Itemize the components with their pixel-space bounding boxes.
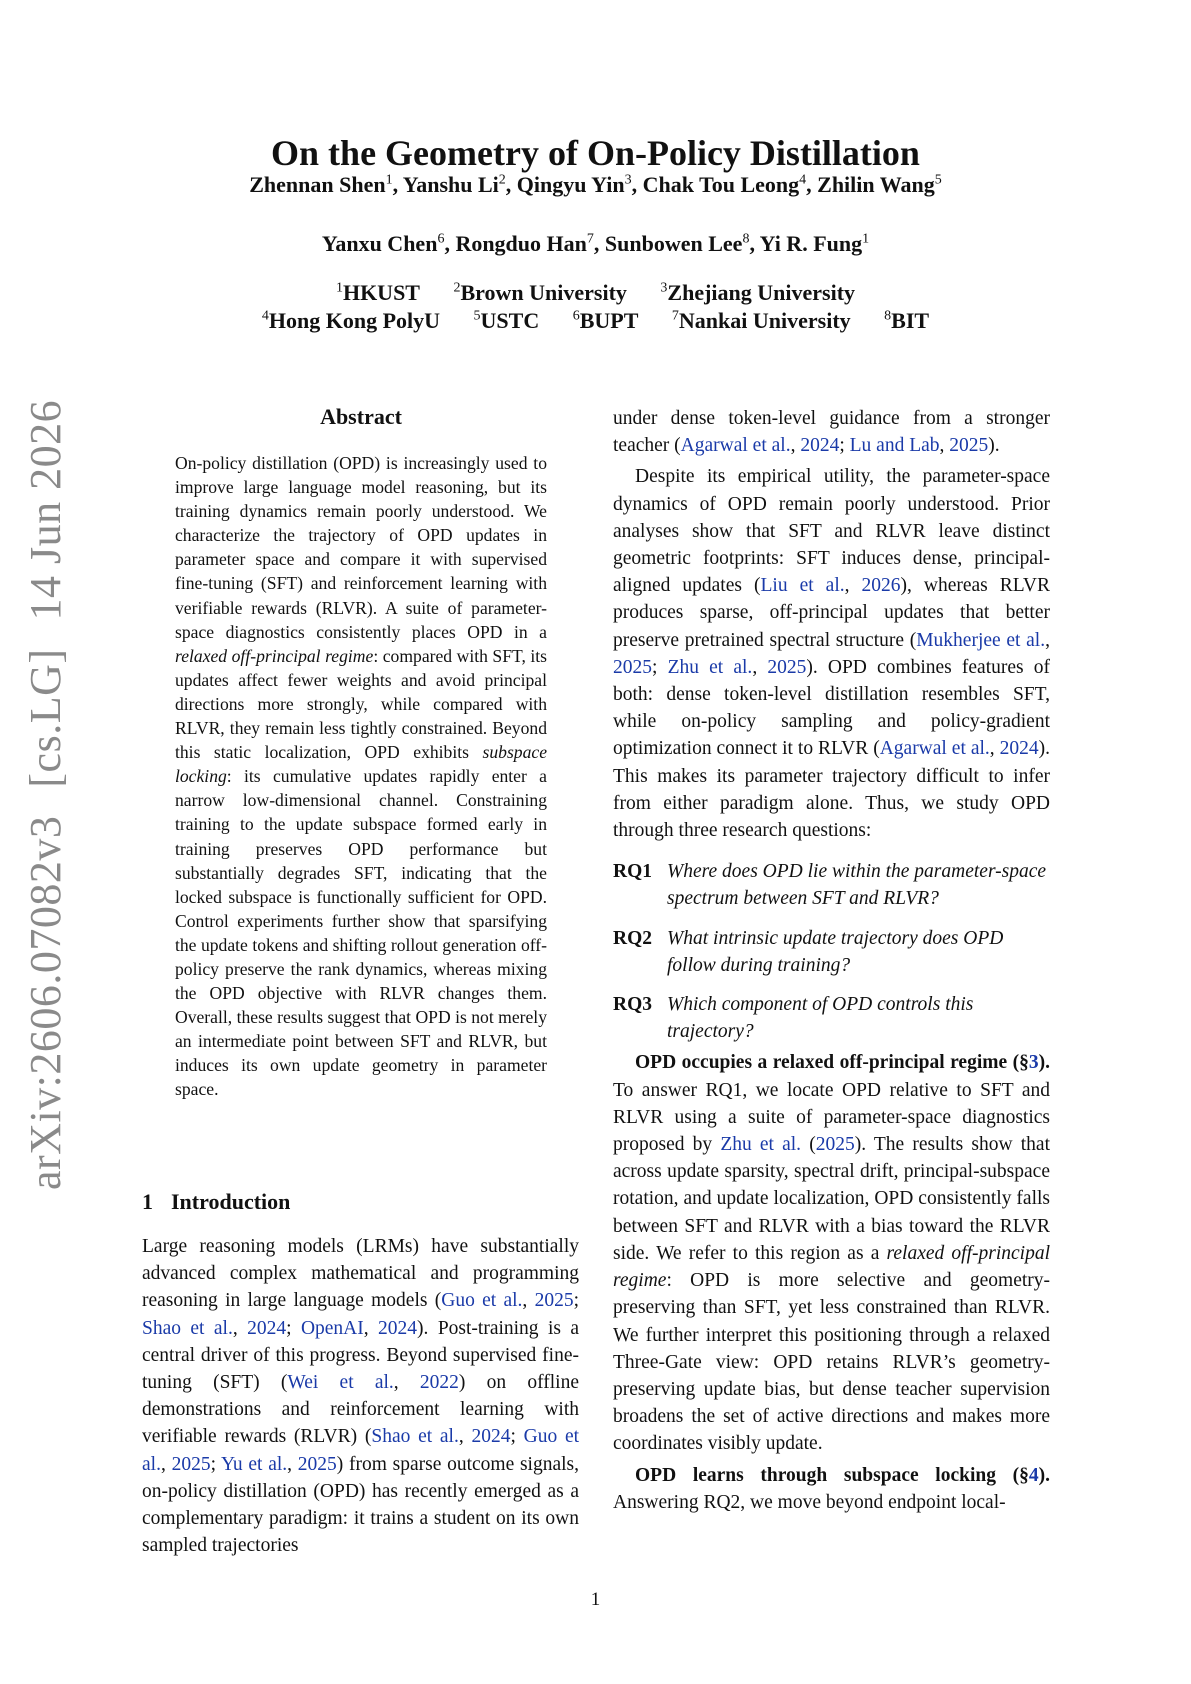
citation-link[interactable]: 2025: [949, 435, 989, 457]
rq-text: Where does OPD lie within the parameter-space spectrum between SFT and RLVR?: [667, 861, 1047, 910]
page-number: 1: [590, 1589, 601, 1610]
citation-link[interactable]: 2024: [378, 1317, 418, 1339]
section-heading-introduction: [142, 1189, 290, 1215]
author: Zhennan Shen$^1$: [249, 172, 393, 197]
affiliation: $^5$USTC: [473, 308, 540, 333]
citation-link[interactable]: Shao et al.: [142, 1317, 233, 1339]
citation-link[interactable]: 2025: [171, 1453, 211, 1475]
paragraph: OPD learns through subspace locking (§4). Answering RQ2, we move beyond endpoint local-: [613, 1464, 1050, 1513]
affiliation: $^7$Nankai University: [671, 308, 851, 333]
citation-link[interactable]: 2025: [297, 1453, 337, 1475]
research-question: [613, 858, 1050, 912]
author: Zhilin Wang$^5$: [817, 172, 942, 197]
author: Rongduo Han$^7$: [455, 231, 594, 256]
author: Chak Tou Leong$^4$: [642, 172, 807, 197]
citation-link[interactable]: 2026: [861, 575, 901, 597]
citation-link[interactable]: 2025: [534, 1290, 574, 1312]
citation-link[interactable]: Agarwal et al.: [879, 738, 990, 760]
arxiv-date: 14 Jun 2026: [21, 399, 70, 621]
citation-link[interactable]: Shao et al.: [371, 1426, 459, 1448]
affiliation: $^6$BUPT: [572, 308, 639, 333]
citation-link[interactable]: Wei et al.: [287, 1372, 394, 1394]
rq-label: RQ2: [613, 927, 652, 949]
emphasis: relaxed off-principal regime: [613, 1242, 1051, 1292]
author: Yanshu Li$^2$: [402, 172, 506, 197]
citation-link[interactable]: Agarwal et al.: [680, 435, 791, 457]
arxiv-stamp: [0, 0, 70, 1190]
rq-text: Which component of OPD controls this trajectory?: [667, 994, 974, 1043]
rq-label: RQ1: [613, 861, 652, 883]
section-number: 1: [142, 1189, 153, 1214]
abstract-body: On-policy distillation (OPD) is increasingly used to improve large language model reasoning, but its training dynamics remain poorly understood. We characterize the trajectory of OPD updates in parameter space and compare it with supervised fine-tuning (SFT) and reinforcement learning with verifiable rewards (RLVR). A suite of parameter-space diagnostics consistently places OPD in a relaxed off-principal regime: compared with SFT, its updates affect fewer weights and avoid principal directions more strongly, while compared with RLVR, they remain less tightly constrained. Beyond this static localization, OPD exhibits subspace locking: its cumulative updates rapidly enter a narrow low-dimensional channel. Constraining training to the update subspace formed early in training preserves OPD performance but substantially degrades SFT, indicating that the locked subspace is functionally sufficient for OPD. Control experiments further show that sparsifying the update tokens and shifting rollout generation off-policy preserve the rank dynamics, whereas mixing the OPD objective with RLVR changes them. Overall, these results suggest that OPD is not merely an intermediate point between SFT and RLVR, but induces its own update geometry in parameter space.: [175, 453, 547, 1100]
citation-link[interactable]: 2025: [815, 1134, 855, 1156]
paragraph: OPD occupies a relaxed off-principal regime (§3). To answer RQ1, we locate OPD relative to SFT and RLVR using a suite of parameter-space diagnostics proposed by Zhu et al. (2025). The results show that across update sparsity, spectral drift, principal-subspace rotation, and update localization, OPD consistently falls between SFT and RLVR with a bias toward the RLVR side. We refer to this region as a relaxed off-principal regime: OPD is more selective and geometry-preserving than SFT, yet less constrained than RLVR. We further interpret this positioning through a relaxed Three-Gate view: OPD retains RLVR’s geometry-preserving update bias, but dense teacher supervision broadens the set of active directions and makes more coordinates visibly update.: [613, 1052, 1051, 1455]
author: Yanxu Chen$^6$: [321, 231, 445, 256]
citation-link[interactable]: 2024: [999, 738, 1039, 760]
author-line-1: Zhennan Shen$^1$, Yanshu Li$^2$, Qingyu Yin$^3$, Chak Tou Leong$^4$, Zhilin Wang$^5$: [249, 172, 942, 197]
affiliations-line-2: [0, 308, 1191, 334]
citation-link[interactable]: Yu et al.: [221, 1453, 288, 1475]
citation-link[interactable]: 2025: [767, 656, 807, 678]
affiliation: $^8$BIT: [884, 308, 930, 333]
research-question: [613, 991, 1050, 1045]
author: Yi R. Fung$^1$: [759, 231, 870, 256]
citation-link[interactable]: Mukherjee et al.: [916, 629, 1046, 651]
abstract-heading: Abstract: [320, 404, 402, 429]
paper-title: On the Geometry of On-Policy Distillation: [271, 133, 920, 173]
rq-label: RQ3: [613, 994, 652, 1016]
citation-link[interactable]: Guo et al.: [142, 1426, 580, 1475]
citation-link[interactable]: OpenAI: [300, 1317, 364, 1339]
paragraph: Large reasoning models (LRMs) have substantially advanced complex mathematical and programming reasoning in large language models (Guo et al., 2025; Shao et al., 2024; OpenAI, 2024). Post-training is a central driver of this progress. Beyond supervised fine-tuning (SFT) (Wei et al., 2022) on offline demonstrations and reinforcement learning with verifiable rewards (RLVR) (Shao et al., 2024; Guo et al., 2025; Yu et al., 2025) from sparse outcome signals, on-policy distillation (OPD) has recently emerged as a complementary paradigm: it trains a student on its own sampled trajectories: [142, 1236, 580, 1557]
citation-link[interactable]: 2024: [800, 435, 840, 457]
citation-link[interactable]: Liu et al.: [760, 575, 845, 597]
paragraph: Despite its empirical utility, the parameter-space dynamics of OPD remain poorly understood. Prior analyses show that SFT and RLVR leave distinct geometric footprints: SFT induces dense, principal-aligned updates (Liu et al., 2026), whereas RLVR produces sparse, off-principal updates that better preserve pretrained spectral structure (Mukherjee et al., 2025; Zhu et al., 2025). OPD combines features of both: dense token-level distillation resembles SFT, while on-policy sampling and policy-gradient optimization connect it to RLVR (Agarwal et al., 2024). This makes its parameter trajectory difficult to infer from either paradigm alone. Thus, we study OPD through three research questions:: [613, 466, 1051, 842]
arxiv-id: arXiv:2606.07082v3: [21, 815, 70, 1190]
affiliation: $^4$Hong Kong PolyU: [261, 308, 441, 333]
citation-link[interactable]: Zhu et al.: [667, 656, 753, 678]
paragraph-lead: OPD occupies a relaxed off-principal regime (§3).: [635, 1052, 1050, 1074]
citation-link[interactable]: Guo et al.: [441, 1290, 523, 1312]
citation-link[interactable]: 2024: [471, 1426, 511, 1448]
affiliations-line-1: [0, 280, 1191, 306]
section-link[interactable]: 4: [1028, 1464, 1039, 1486]
intro-right-column: [613, 405, 1050, 1516]
citation-link[interactable]: 2024: [247, 1317, 287, 1339]
citation-link[interactable]: 2022: [419, 1372, 459, 1394]
affiliation: $^2$Brown University: [453, 280, 627, 305]
section-link[interactable]: 3: [1028, 1052, 1039, 1074]
citation-link[interactable]: Lu and Lab: [849, 435, 940, 457]
abstract-emphasis: subspace locking: [175, 742, 547, 787]
citation-link[interactable]: Zhu et al.: [720, 1134, 802, 1156]
intro-left-column: [142, 1233, 579, 1559]
author: Qingyu Yin$^3$: [516, 172, 632, 197]
citation-link[interactable]: 2025: [613, 656, 652, 678]
research-question: [613, 925, 1050, 979]
rq-text: What intrinsic update trajectory does OPD follow during training?: [667, 927, 1004, 976]
author-line-2: Yanxu Chen$^6$, Rongduo Han$^7$, Sunbowen Lee$^8$, Yi R. Fung$^1$: [321, 231, 870, 256]
arxiv-stamp-text: [20, 372, 71, 1190]
arxiv-category: [cs.LG]: [21, 648, 70, 788]
author: Sunbowen Lee$^8$: [604, 231, 750, 256]
affiliation: $^1$HKUST: [335, 280, 420, 305]
paragraph-lead: OPD learns through subspace locking (§4).: [635, 1464, 1050, 1486]
section-title: Introduction: [171, 1189, 291, 1214]
affiliation: $^3$Zhejiang University: [660, 280, 856, 305]
paragraph: under dense token-level guidance from a stronger teacher (Agarwal et al., 2024; Lu and Lab, 2025).: [613, 408, 1050, 457]
abstract-emphasis: relaxed off-principal regime: [175, 645, 374, 666]
